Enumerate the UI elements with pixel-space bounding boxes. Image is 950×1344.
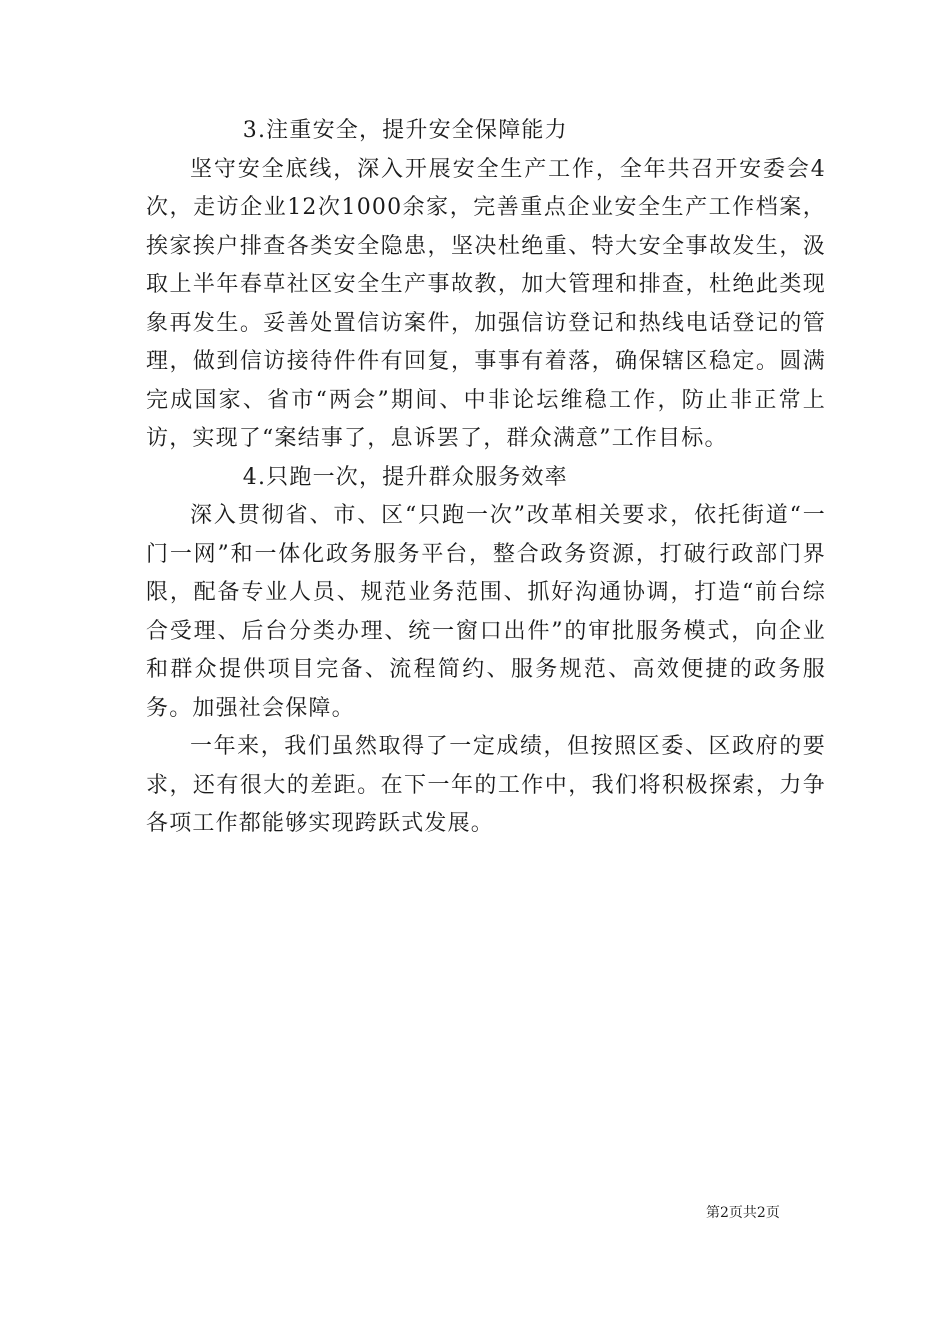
page-number-footer: 第2页共2页: [706, 1205, 780, 1221]
document-body: [146, 112, 826, 844]
section-4-heading: 4.只跑一次，提升群众服务效率: [242, 464, 568, 490]
section-4-paragraph: 深入贯彻省、市、区“只跑一次”改革相关要求，依托街道“一门一网”和一体化政务服务平台，整合政务资源，打破行政部门界限，配备专业人员、规范业务范围、抓好沟通协调，打造“前台综合受理、后台分类办理、统一窗口出件”的审批服务模式，向企业和群众提供项目完备、流程简约、服务规范、高效便捷的政务服务。加强社会保障。: [146, 503, 826, 721]
section-3-paragraph: 坚守安全底线，深入开展安全生产工作，全年共召开安委会4次，走访企业12次1000余家，完善重点企业安全生产工作档案，挨家挨户排查各类安全隐患，坚决杜绝重、特大安全事故发生，汲取上半年春草社区安全生产事故教，加大管理和排查，杜绝此类现象再发生。妥善处置信访案件，加强信访登记和热线电话登记的管理，做到信访接待件件有回复，事事有着落，确保辖区稳定。圆满完成国家、省市“两会”期间、中非论坛维稳工作，防止非正常上访，实现了“案结事了，息诉罢了，群众满意”工作目标。: [146, 156, 826, 451]
closing-paragraph: 一年来，我们虽然取得了一定成绩，但按照区委、区政府的要求，还有很大的差距。在下一年的工作中，我们将积极探索，力争各项工作都能够实现跨跃式发展。: [146, 734, 826, 836]
section-3-heading: 3.注重安全，提升安全保障能力: [242, 118, 568, 143]
